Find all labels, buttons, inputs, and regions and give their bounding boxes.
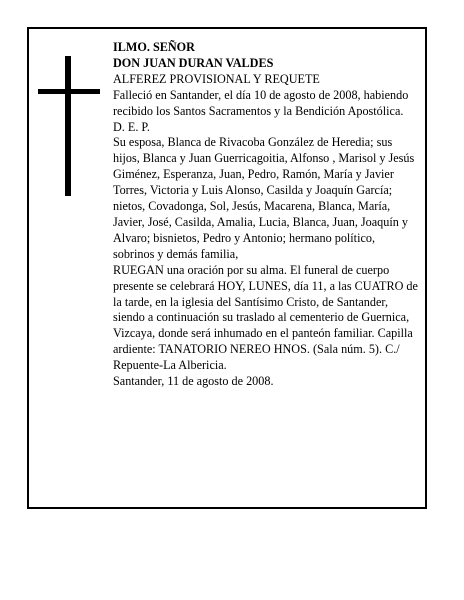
place-date: Santander, 11 de agosto de 2008.	[113, 374, 274, 389]
cross-vertical-bar	[65, 56, 71, 196]
deceased-name: DON JUAN DURAN VALDES	[113, 55, 274, 70]
obituary-text	[113, 40, 418, 390]
family-paragraph: Su esposa, Blanca de Rivacoba González de Heredia; sus hijos, Blanca y Juan Guerricagoitia, Alfonso , Marisol y Jesús Giménez, Esperanza, Juan, Pedro, Ramón, María y Javier Torres, Victoria y Luis Alonso, Casilda y Joaquín García; nietos, Covadonga, Sol, Jesús, Macarena, Blanca, María, Javier, José, Casilda, Amalia, Lucia, Blanca, Juan, Joaquín y Alvaro; bisnietos, Pedro y Antonio; hermano político, sobrinos y demás familia,	[113, 135, 415, 261]
cross-icon	[38, 56, 100, 196]
funeral-paragraph: RUEGAN una oración por su alma. El funeral de cuerpo presente se celebrará HOY, LUNES, día 11, a las CUATRO de la tarde, en la iglesia del Santísimo Cristo, de Santander, siendo a continuación su traslado al cementerio de Guernica, Vizcaya, donde será inhumado en el panteón familiar. Capilla ardiente: TANATORIO NEREO HNOS. (Sala núm. 5). C./ Repuente-La Albericia.	[113, 262, 418, 373]
cross-horizontal-bar	[38, 89, 100, 94]
deceased-rank: ALFEREZ PROVISIONAL Y REQUETE	[113, 71, 320, 86]
death-statement: Falleció en Santander, el día 10 de agosto de 2008, habiendo recibido los Santos Sacramentos y la Bendición Apostólica.	[113, 87, 409, 118]
dep-line: D. E. P.	[113, 119, 150, 134]
honorific-title: ILMO. SEÑOR	[113, 40, 195, 54]
